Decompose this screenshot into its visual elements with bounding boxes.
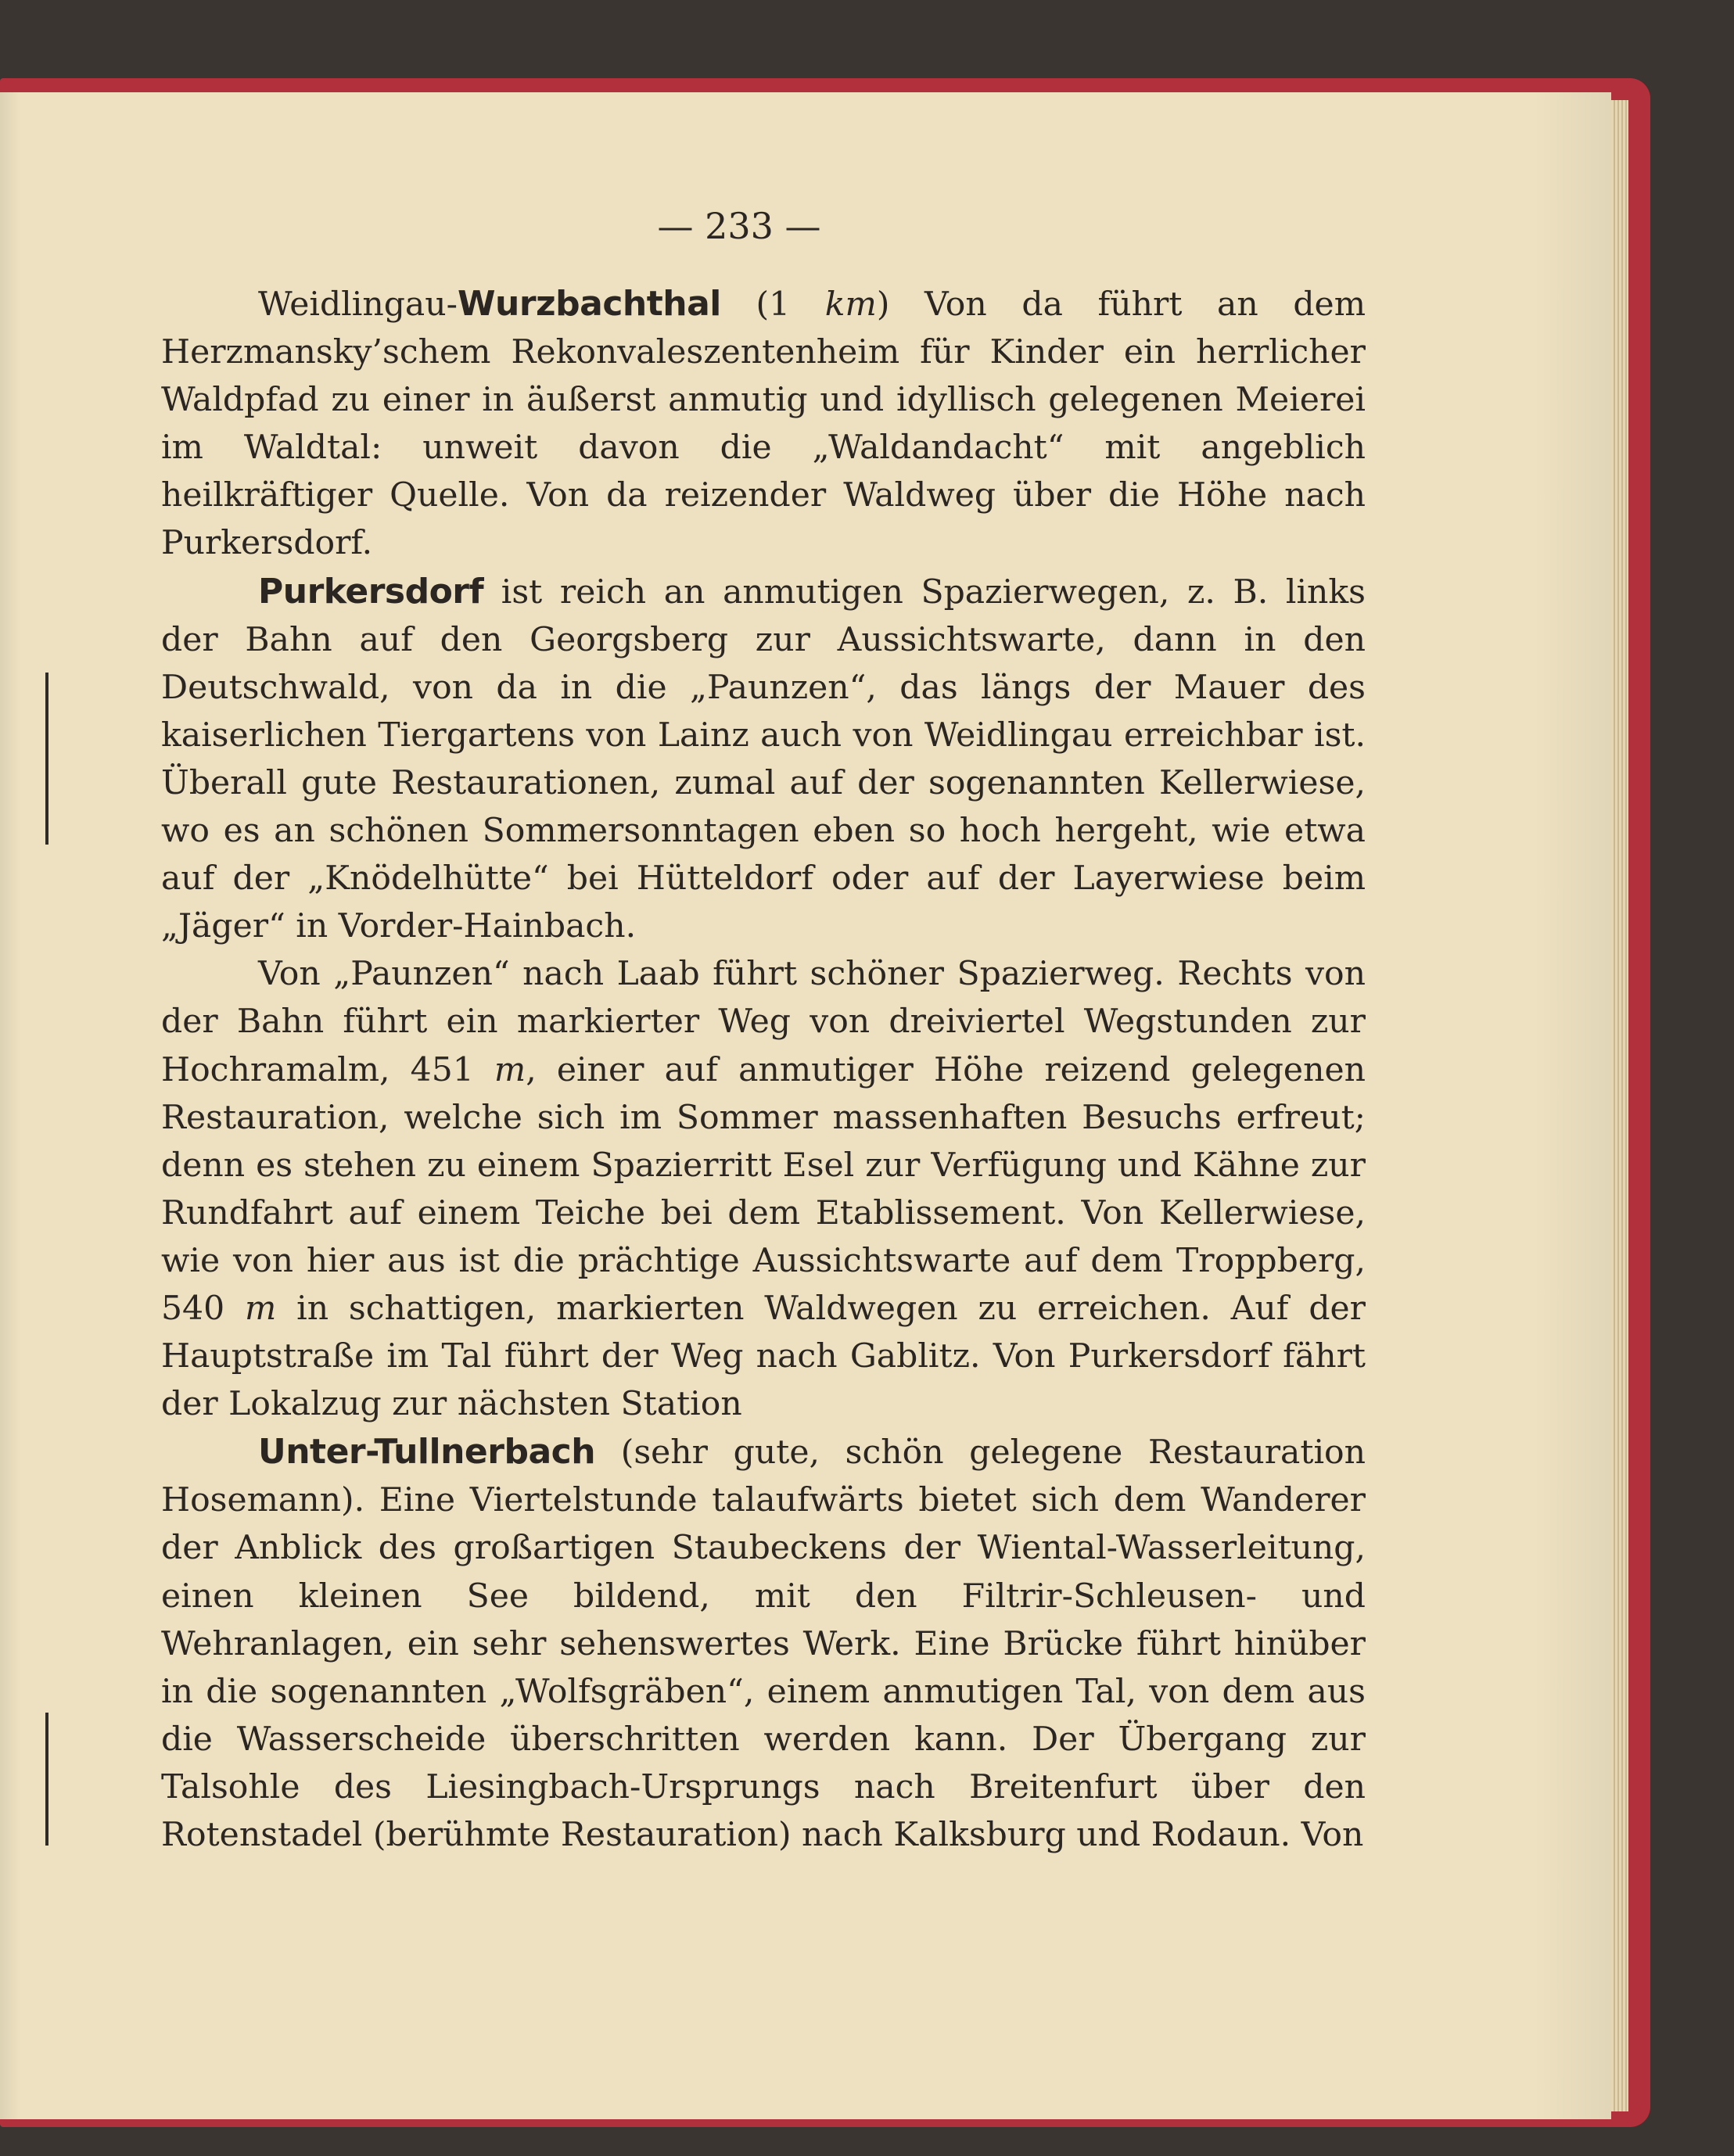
text-run: (1 — [720, 285, 825, 324]
text-run: , einer auf anmutiger Höhe reizend gelegenen Restauration, welche sich im Sommer massenhaften Besuchs erfreut; denn es stehen zu einem Spazierritt Esel zur Verfügung und Kähne zur Rundfahrt auf einem Teiche bei dem Etablissement. Von Kellerwiese, wie von hier aus ist die prächtige Aussichtswarte auf dem Troppberg, 540 — [161, 1050, 1366, 1328]
text-run: ) Von da führt an dem Herzmansky’schem Rekonvaleszentenheim für Kinder ein herrlicher Waldpfad zu einer in äußerst anmutig und idyllisch gelegenen Meierei im Waldtal: unweit davon die „Waldandacht“ mit angeblich heilkräftiger Quelle. Von da reizender Waldweg über die Höhe nach Purkersdorf. — [161, 285, 1366, 563]
unit-text: m — [494, 1050, 526, 1089]
gutter-mark — [45, 1713, 48, 1846]
paragraph — [161, 568, 1366, 951]
body-text — [161, 280, 1366, 1859]
text-run: Weidlingau- — [258, 285, 458, 324]
text-run: Von „Paunzen“ nach Laab führt schöner Spazierweg. Rechts von der Bahn führt ein markierter Weg von dreiviertel Wegstunden zur Hochramalm, 451 — [161, 955, 1366, 1089]
gutter-mark — [45, 673, 48, 845]
paragraph — [161, 950, 1366, 1428]
page-number: — 233 — — [657, 205, 821, 247]
paragraph — [161, 280, 1366, 568]
paragraph — [161, 1428, 1366, 1859]
place-name: Unter-Tullnerbach — [258, 1432, 596, 1473]
place-name: Wurzbachthal — [458, 284, 721, 324]
text-run: ist reich an anmutigen Spazierwegen, z. B. links der Bahn auf den Georgsberg zur Aussichtswarte, dann in den Deutschwald, von da in die „Paunzen“, das längs der Mauer des kaiserlichen Tiergartens von Lainz auch von Weidlingau erreichbar ist. Überall gute Restaurationen, zumal auf der sogenannten Kellerwiese, wo es an schönen Sommersonntagen eben so hoch hergeht, wie etwa auf der „Knödelhütte“ bei Hütteldorf oder auf der Layerwiese beim „Jäger“ in Vorder-Hainbach. — [161, 572, 1366, 946]
text-run: in schattigen, markierten Waldwegen zu erreichen. Auf der Hauptstraße im Tal führt der Weg nach Gablitz. Von Purkersdorf fährt der Lokalzug zur nächsten Station — [161, 1289, 1366, 1424]
text-run: (sehr gute, schön gelegene Restauration Hosemann). Eine Viertelstunde talaufwärts bietet sich dem Wanderer der Anblick des großartigen Staubeckens der Wiental-Wasserleitung, einen kleinen See bildend, mit den Filtrir-Schleusen- und Wehranlagen, ein sehr sehenswertes Werk. Eine Brücke führt hinüber in die sogenannten „Wolfsgräben“, einem anmutigen Tal, von dem aus die Wasserscheide überschritten werden kann. Der Übergang zur Talsohle des Liesingbach-Ursprungs nach Breitenfurt über den Rotenstadel (berühmte Restauration) nach Kalksburg und Rodaun. Von — [161, 1433, 1366, 1854]
unit-text: km — [824, 285, 877, 324]
unit-text: m — [244, 1289, 277, 1328]
place-name: Purkersdorf — [258, 571, 484, 612]
